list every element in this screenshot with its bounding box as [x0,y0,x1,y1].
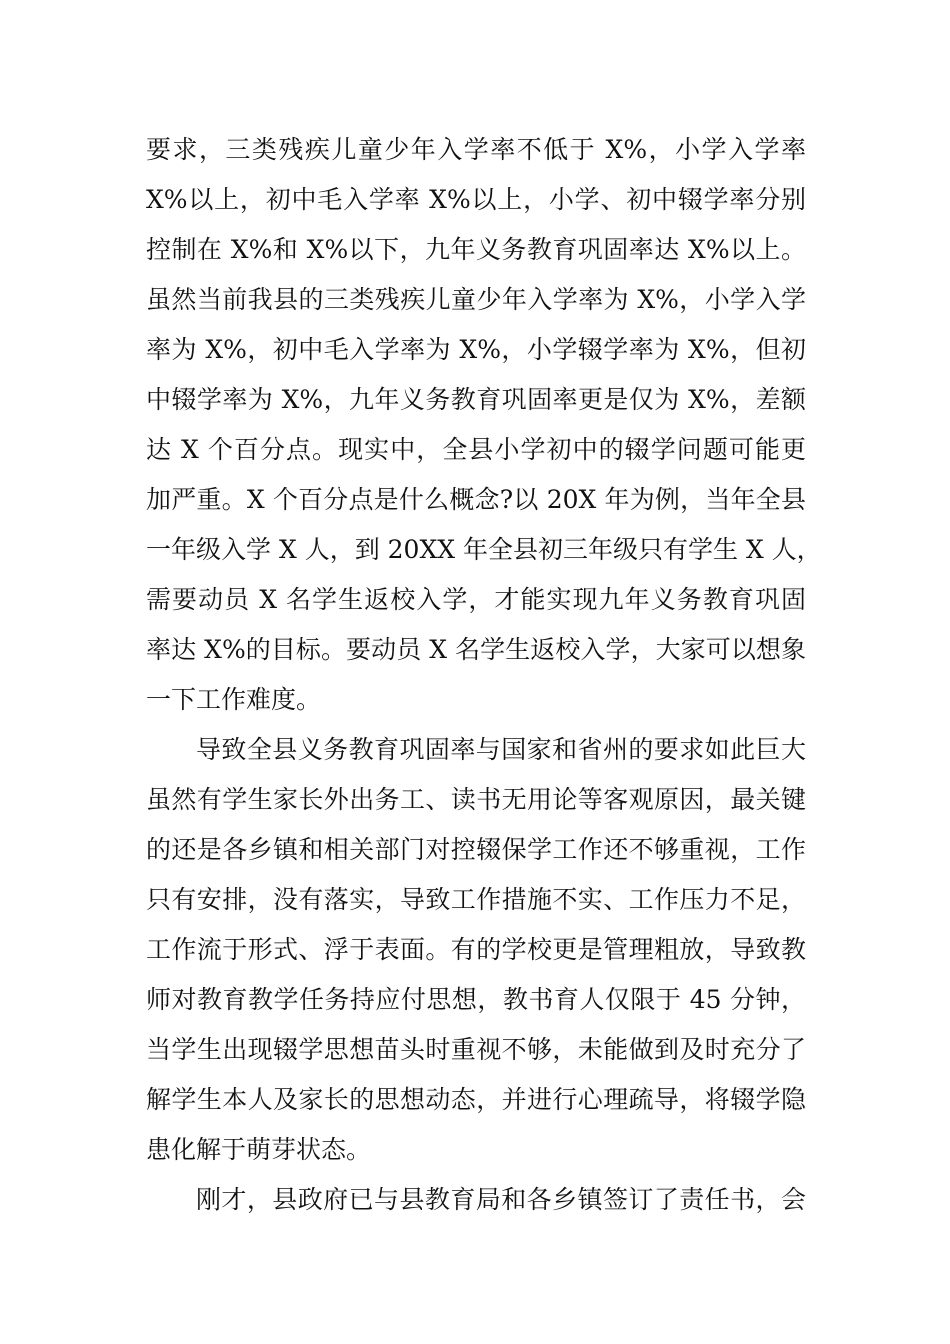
text-line: 一年级入学 X 人，到 20XX 年全县初三年级只有学生 X 人， [146,535,822,564]
paragraph-first-line: 导致全县义务教育巩固率与国家和省州的要求如此巨大 [196,735,806,764]
text-line: 加严重。X 个百分点是什么概念?以 20X 年为例，当年全县 [146,485,806,514]
text-line: 师对教育教学任务持应付思想，教书育人仅限于 45 分钟， [146,985,806,1014]
text-line: 控制在 X%和 X%以下，九年义务教育巩固率达 X%以上。 [146,235,806,264]
text-line: 率为 X%，初中毛入学率为 X%，小学辍学率为 X%，但初 [146,335,806,364]
text-line: 虽然当前我县的三类残疾儿童少年入学率为 X%，小学入学 [146,285,806,314]
text-line: 解学生本人及家长的思想动态，并进行心理疏导，将辍学隐 [146,1085,806,1114]
text-line: 患化解于萌芽状态。 [146,1135,372,1164]
text-line: 虽然有学生家长外出务工、读书无用论等客观原因，最关键 [146,785,806,814]
text-line: 要求，三类残疾儿童少年入学率不低于 X%，小学入学率 [146,135,806,164]
text-line: 达 X 个百分点。现实中，全县小学初中的辍学问题可能更 [146,435,806,464]
paragraph-first-line: 刚才，县政府已与县教育局和各乡镇签订了责任书，会 [196,1185,806,1214]
text-line: 需要动员 X 名学生返校入学，才能实现九年义务教育巩固 [146,585,806,614]
text-line: 当学生出现辍学思想苗头时重视不够，未能做到及时充分了 [146,1035,806,1064]
text-line: 只有安排，没有落实，导致工作措施不实、工作压力不足， [146,885,806,914]
text-line: 一下工作难度。 [146,685,322,714]
text-line: 工作流于形式、浮于表面。有的学校更是管理粗放，导致教 [146,935,806,964]
text-line: 中辍学率为 X%，九年义务教育巩固率更是仅为 X%，差额 [146,385,806,414]
text-line: 率达 X%的目标。要动员 X 名学生返校入学，大家可以想象 [146,635,806,664]
text-line: 的还是各乡镇和相关部门对控辍保学工作还不够重视，工作 [146,835,806,864]
text-line: X%以上，初中毛入学率 X%以上，小学、初中辍学率分别 [146,185,806,214]
